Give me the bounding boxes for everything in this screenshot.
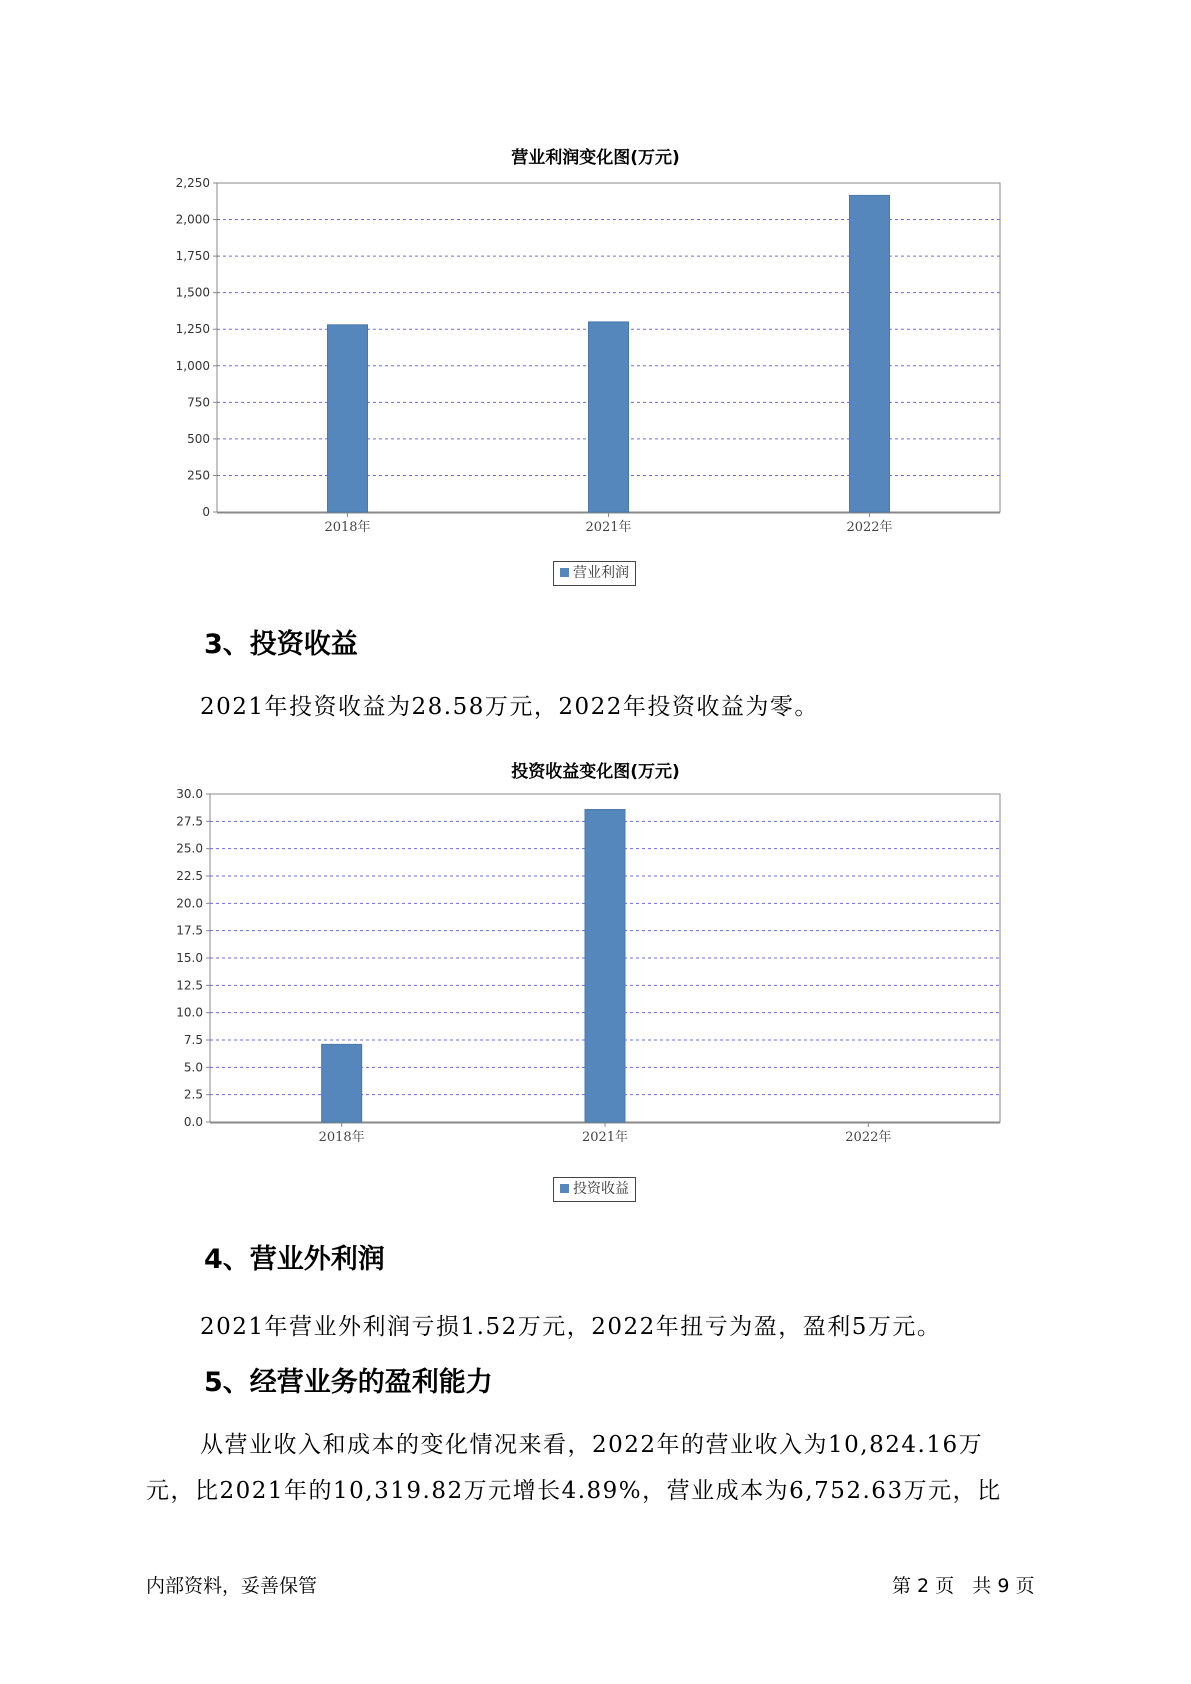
y-tick-label: 1,750	[175, 249, 210, 264]
y-tick-label: 1,000	[175, 358, 210, 373]
section-5-line-1: 从营业收入和成本的变化情况来看，2022年的营业收入为10,824.16万	[200, 1432, 984, 1458]
section-4-heading: 4、营业外利润	[204, 1244, 385, 1275]
y-tick-label: 5.0	[183, 1060, 203, 1075]
y-tick-label: 250	[187, 468, 210, 483]
chart2-title: 投资收益变化图(万元)	[511, 762, 680, 782]
x-tick-label: 2021年	[581, 1130, 629, 1145]
y-tick-label: 0	[202, 505, 210, 519]
section-3-heading: 3、投资收益	[204, 629, 358, 660]
y-tick-label: 17.5	[176, 923, 203, 938]
chart1-legend-label: 营业利润	[573, 565, 629, 581]
y-tick-label: 1,500	[175, 285, 210, 300]
y-tick-label: 7.5	[183, 1033, 203, 1047]
bar	[585, 810, 625, 1122]
section-3-text: 2021年投资收益为28.58万元，2022年投资收益为零。	[200, 694, 819, 720]
chart2-legend	[553, 1177, 636, 1202]
y-tick-label: 30.0	[176, 787, 203, 801]
footer-page-number: 第 2 页 共 9 页	[892, 1575, 1035, 1597]
y-tick-label: 27.5	[176, 814, 203, 829]
y-tick-label: 15.0	[176, 951, 203, 965]
y-tick-label: 1,250	[175, 322, 210, 337]
y-tick-label: 2,250	[175, 176, 210, 190]
x-tick-label: 2021年	[585, 520, 632, 535]
y-tick-label: 2,000	[175, 212, 210, 227]
y-tick-label: 20.0	[176, 896, 203, 911]
section-5-line-2: 元，比2021年的10,319.82万元增长4.89%，营业成本为6,752.63万元，比	[146, 1478, 1002, 1504]
y-tick-label: 10.0	[176, 1005, 203, 1020]
x-tick-label: 2022年	[846, 520, 893, 535]
legend-swatch	[560, 1184, 569, 1193]
y-tick-label: 12.5	[176, 978, 203, 993]
y-tick-label: 0.0	[183, 1115, 203, 1129]
section-4-text: 2021年营业外利润亏损1.52万元，2022年扭亏为盈，盈利5万元。	[200, 1314, 942, 1340]
y-tick-label: 25.0	[176, 841, 203, 856]
y-tick-label: 750	[187, 395, 210, 410]
y-tick-label: 2.5	[183, 1087, 203, 1102]
x-tick-label: 2018年	[318, 1130, 365, 1145]
y-tick-label: 500	[187, 431, 210, 446]
chart2-legend-label: 投资收益	[573, 1181, 629, 1197]
section-5-heading: 5、经营业务的盈利能力	[204, 1367, 493, 1398]
footer-confidential: 内部资料，妥善保管	[146, 1575, 318, 1597]
bar	[322, 1044, 362, 1122]
chart1-title: 营业利润变化图(万元)	[511, 148, 680, 168]
y-tick-label: 22.5	[176, 869, 203, 883]
x-tick-label: 2022年	[845, 1130, 892, 1145]
x-tick-label: 2018年	[324, 520, 371, 535]
